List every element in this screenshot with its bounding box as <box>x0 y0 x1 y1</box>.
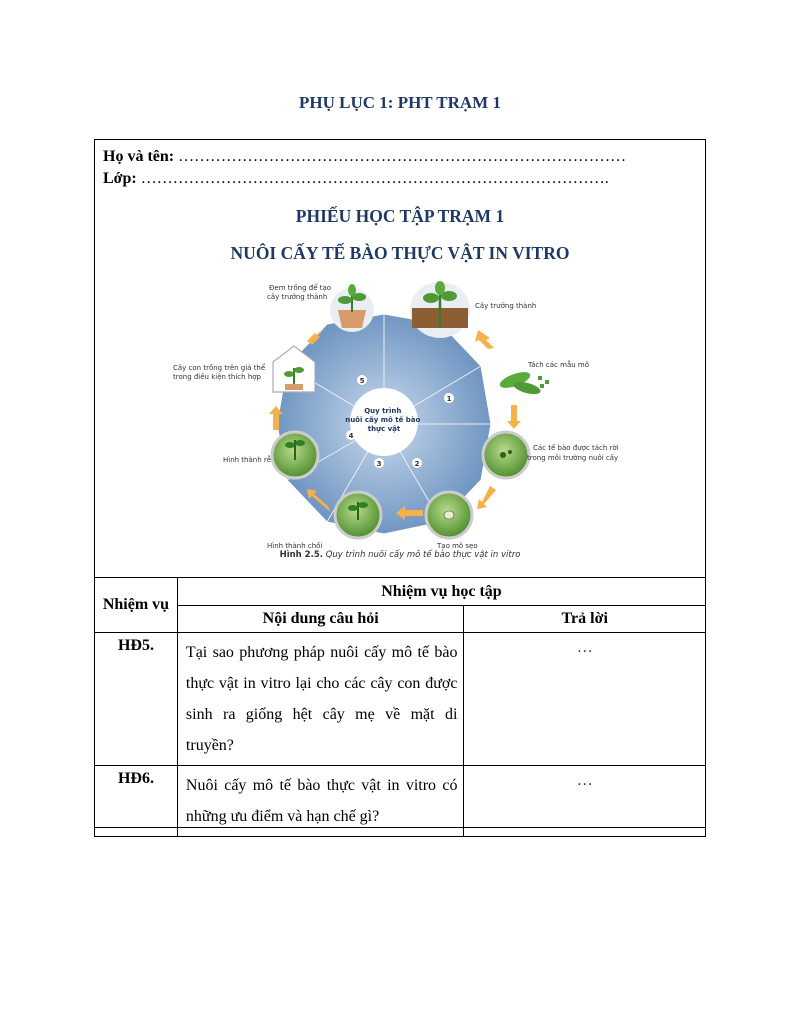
page-title: PHỤ LỤC 1: PHT TRẠM 1 <box>299 93 501 112</box>
label-root: Hình thành rễ <box>223 456 272 464</box>
label-plant-1: Đem trồng để tạo <box>269 284 332 292</box>
task-question: Nuôi cấy mô tế bào thực vật in vitro có những ưu điểm và hạn chế gì? <box>177 766 464 837</box>
sheet-title: PHIẾU HỌC TẬP TRẠM 1 <box>295 206 505 226</box>
name-label: Họ và tên: <box>103 148 175 165</box>
task-code: HĐ6. <box>95 766 178 837</box>
figure-caption <box>95 550 705 560</box>
step-2: 2 <box>414 460 420 468</box>
answer-field[interactable]: … <box>464 766 706 837</box>
name-field[interactable]: ………………………………………………………………………… <box>178 148 627 165</box>
table-row <box>95 766 706 837</box>
table-row <box>95 633 706 766</box>
label-separate: Tách các mẫu mô <box>528 361 590 369</box>
petri-dish-callus-icon <box>426 492 472 538</box>
class-field[interactable]: ……………………………………………………………………………. <box>140 170 609 187</box>
header-answer: Trả lời <box>464 606 706 633</box>
student-info <box>103 146 698 190</box>
task-table <box>94 577 706 837</box>
caption-number: Hình 2.5. <box>279 550 323 560</box>
step-1: 1 <box>446 395 452 403</box>
answer-field[interactable]: … <box>464 633 706 766</box>
petri-dish-cells-icon <box>483 432 529 478</box>
class-label: Lớp: <box>103 170 137 187</box>
label-seedling-1: Cây con trồng trên giá thể <box>173 364 266 372</box>
label-mature: Cây trưởng thành <box>475 302 537 310</box>
center-line-1: Quy trình <box>364 407 402 415</box>
label-cells-1: Các tế bào được tách rời <box>533 444 619 452</box>
step-5: 5 <box>359 377 365 385</box>
header-question: Nội dung câu hỏi <box>177 606 464 633</box>
step-3: 3 <box>376 460 382 468</box>
label-plant-2: cây trưởng thành <box>267 293 328 301</box>
petri-dish-root-icon <box>272 432 318 478</box>
name-line <box>103 146 698 168</box>
worksheet <box>94 139 706 828</box>
label-shoot: Hình thành chồi <box>267 542 323 550</box>
petri-dish-shoot-icon <box>335 492 381 538</box>
task-code: HĐ5. <box>95 633 178 766</box>
potted-plant-icon <box>330 284 374 332</box>
step-4: 4 <box>348 432 354 440</box>
tissue-samples-icon <box>498 369 549 397</box>
label-callus: Tạo mô sẹo <box>437 542 478 550</box>
center-line-2: nuôi cấy mô tế bào <box>345 416 421 424</box>
caption-text: Quy trình nuôi cấy mô tế bào thực vật in vitro <box>325 550 521 560</box>
mature-plant-icon <box>410 281 470 338</box>
header-learning-task: Nhiệm vụ học tập <box>177 578 705 606</box>
center-line-3: thực vật <box>367 425 401 433</box>
label-cells-2: trong môi trường nuôi cấy <box>527 454 619 462</box>
label-seedling-2: trong điều kiện thích hợp <box>173 373 261 381</box>
header-task: Nhiệm vụ <box>95 578 178 633</box>
tissue-culture-diagram <box>165 280 635 565</box>
sheet-subtitle: NUÔI CẤY TẾ BÀO THỰC VẬT IN VITRO <box>230 243 570 263</box>
class-line <box>103 168 698 190</box>
task-question: Tại sao phương pháp nuôi cấy mô tế bào thực vật in vitro lại cho các cây con được sinh ra giống hệt cây mẹ về mặt di truyền? <box>177 633 464 766</box>
